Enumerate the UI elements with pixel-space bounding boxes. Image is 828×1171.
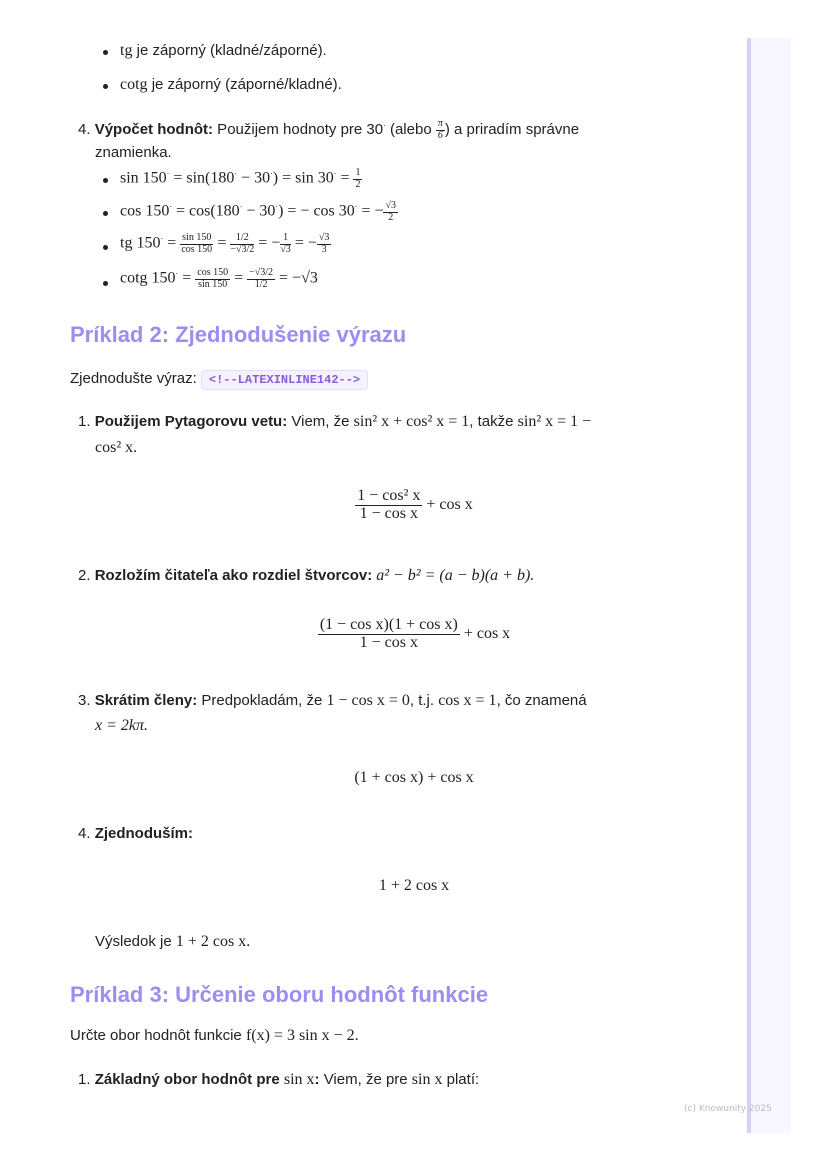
display-formula-1: $\frac{\text{1 − cos² x}}{\text{1 − cos x}}$ + cos x bbox=[357, 487, 473, 522]
copyright-footer: (c) Knowunity 2025 bbox=[684, 1104, 772, 1114]
example3-step1: 1. Základný obor hodnôt pre sin x: Viem, že pre sin x platí: bbox=[78, 1071, 480, 1088]
display-formula-3: (1 + cos x) + cos x bbox=[354, 769, 474, 786]
display-formula-2: $\frac{\text{(1 − cos x)(1 + cos x)}}{\text{1 − cos x}}$ + cos x bbox=[319, 616, 511, 651]
bullet-dot bbox=[103, 84, 108, 89]
example2-step3: 3. Skrátim členy: Predpokladám, že 1 − cos x = 0, t.j. cos x = 1, čo znamená bbox=[78, 692, 587, 709]
bullet-dot bbox=[103, 281, 108, 286]
bullet-dot bbox=[103, 178, 108, 183]
example2-step1: 1. Použijem Pytagorovu vetu: Viem, že sin² x + cos² x = 1, takže sin² x = 1 − bbox=[78, 413, 592, 430]
formula-sin150: sin 150· = sin(180· − 30·) = sin 30· = $\frac{1}{2}$ bbox=[120, 167, 361, 190]
example2-step1-line2: cos² x. bbox=[95, 439, 138, 456]
example2-step2: 2. Rozložím čitateľa ako rozdiel štvorcov: a² − b² = (a − b)(a + b). bbox=[78, 567, 535, 584]
example2-heading: Príklad 2: Zjednodušenie výrazu bbox=[70, 322, 407, 347]
bullet-cotg: cotg je záporný (záporné/kladné). bbox=[120, 76, 342, 93]
example3-intro: Určte obor hodnôt funkcie f(x) = 3 sin x − 2. bbox=[70, 1027, 359, 1044]
formula-cotg150: cotg 150· = $\frac{\cos 150}{\sin 150}$ = $\frac{-√3/2}{1/2}$ = −√3 bbox=[120, 267, 318, 290]
step4-line1: 4. Výpočet hodnôt: Použijem hodnoty pre 30· (alebo $\frac{\pi}{6}$ ) a priradím správne bbox=[78, 118, 580, 141]
example2-step4: 4. Zjednoduším: bbox=[78, 825, 194, 842]
example3-heading: Príklad 3: Určenie oboru hodnôt funkcie bbox=[70, 982, 489, 1007]
display-formula-4: 1 + 2 cos x bbox=[378, 877, 450, 894]
step4-line2: znamienka. bbox=[95, 144, 172, 161]
bullet-tg: tg je záporný (kladné/záporné). bbox=[120, 42, 327, 59]
formula-tg150: tg 150· = $\frac{\sin 150}{\cos 150}$ = $\frac{1/2}{-√3/2}$ = − $\frac{1}{√3}$ = − $\frac{√3}{3}$ bbox=[120, 232, 330, 255]
example2-result: Výsledok je 1 + 2 cos x. bbox=[95, 933, 251, 950]
inline-code-placeholder: <!--LATEXINLINE142--> bbox=[201, 370, 368, 390]
bullet-dot bbox=[103, 211, 108, 216]
side-panel bbox=[747, 38, 791, 1133]
example2-step3-line2: x = 2kπ. bbox=[95, 717, 149, 734]
bullet-dot bbox=[103, 50, 108, 55]
formula-cos150: cos 150· = cos(180· − 30·) = − cos 30· = − $\frac{√3}{2}$ bbox=[120, 200, 396, 223]
step4-label: Výpočet hodnôt: bbox=[94, 120, 214, 138]
example2-intro: Zjednodušte výraz: <!--LATEXINLINE142--> bbox=[70, 370, 368, 390]
bullet-dot bbox=[103, 245, 108, 250]
